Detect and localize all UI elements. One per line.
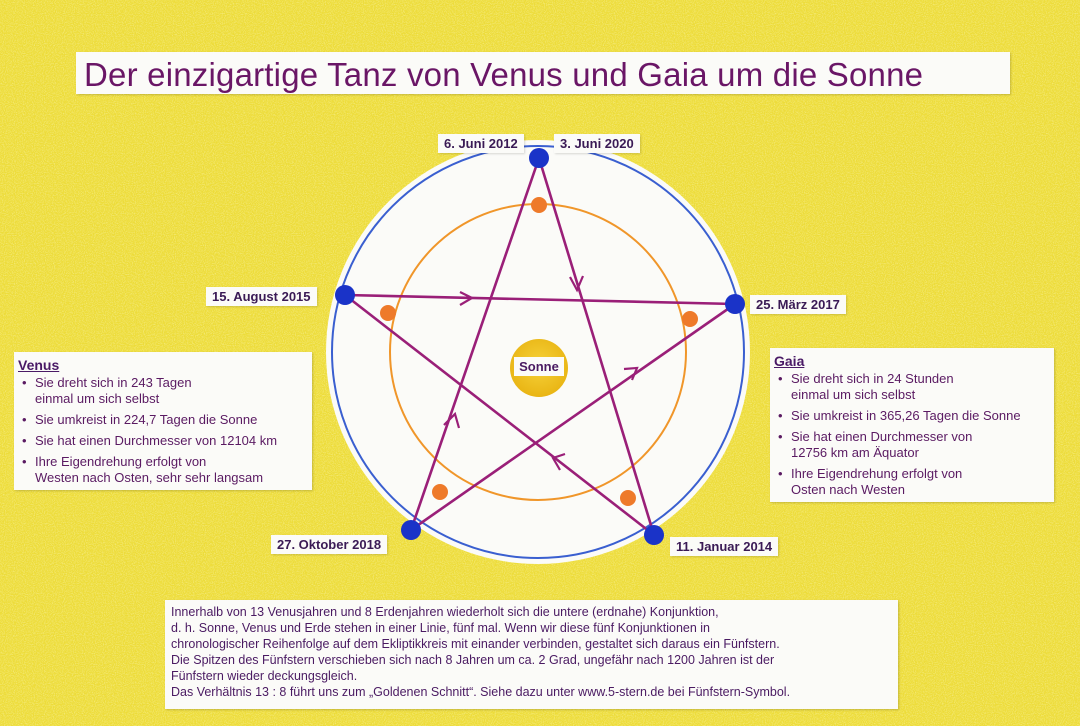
venus-fact: • Sie hat einen Durchmesser von 12104 km bbox=[18, 433, 312, 449]
gaia-fact: • Sie umkreist in 365,26 Tagen die Sonne bbox=[774, 408, 1054, 424]
gaia-info-card bbox=[770, 348, 1054, 502]
explanation-card bbox=[165, 600, 898, 709]
date-label-left: 15. August 2015 bbox=[206, 287, 317, 306]
venus-dot bbox=[380, 305, 396, 321]
venus-dot bbox=[620, 490, 636, 506]
date-label-bottom-left: 27. Oktober 2018 bbox=[271, 535, 387, 554]
venus-fact: • Sie dreht sich in 243 Tagen einmal um sich selbst bbox=[18, 375, 312, 407]
date-label-top-left: 6. Juni 2012 bbox=[438, 134, 524, 153]
venus-dot bbox=[432, 484, 448, 500]
gaia-fact: • Ihre Eigendrehung erfolgt von Osten nach Westen bbox=[774, 466, 1054, 498]
gaia-fact: • Sie hat einen Durchmesser von 12756 km am Äquator bbox=[774, 429, 1054, 461]
sun-label: Sonne bbox=[519, 359, 559, 374]
venus-fact: • Sie umkreist in 224,7 Tagen die Sonne bbox=[18, 412, 312, 428]
explanation-text: Innerhalb von 13 Venusjahren und 8 Erdenjahren wiederholt sich die untere (erdnahe) Konjunktion, d. h. Sonne, Venus und Erde stehen in einer Linie, fünf mal. Wenn wir diese fünf Konjunktionen in chronologischer Reihenfolge auf dem Ekliptikkreis mit einander verbinden, gestaltet sich daraus ein Fünfstern. Die Spitzen des Fünfstern verschieben sich nach 8 Jahren um ca. 2 Grad, ungefähr nach 1200 Jahren ist der Fünfstern wieder deckungsgleich. Das Verhältnis 13 : 8 führt uns zum „Goldenen Schnitt“. Siehe dazu unter www.5-stern.de bei Fünfstern-Symbol. bbox=[171, 605, 791, 699]
venus-dot bbox=[682, 311, 698, 327]
venus-info-card bbox=[14, 352, 312, 490]
earth-dot bbox=[529, 148, 549, 168]
earth-dot bbox=[401, 520, 421, 540]
venus-fact: • Ihre Eigendrehung erfolgt von Westen nach Osten, sehr sehr langsam bbox=[18, 454, 312, 486]
venus-heading: Venus bbox=[18, 357, 60, 373]
earth-dot bbox=[335, 285, 355, 305]
date-label-top-right: 3. Juni 2020 bbox=[554, 134, 640, 153]
gaia-facts-list bbox=[774, 371, 1054, 498]
date-label-bottom-right: 11. Januar 2014 bbox=[670, 537, 778, 556]
page-title: Der einzigartige Tanz von Venus und Gaia um die Sonne bbox=[84, 56, 924, 93]
date-label-right: 25. März 2017 bbox=[750, 295, 846, 314]
earth-dot bbox=[725, 294, 745, 314]
gaia-fact: • Sie dreht sich in 24 Stunden einmal um sich selbst bbox=[774, 371, 1054, 403]
gaia-heading: Gaia bbox=[774, 353, 805, 369]
venus-dot bbox=[531, 197, 547, 213]
earth-dot bbox=[644, 525, 664, 545]
venus-facts-list bbox=[18, 375, 312, 486]
